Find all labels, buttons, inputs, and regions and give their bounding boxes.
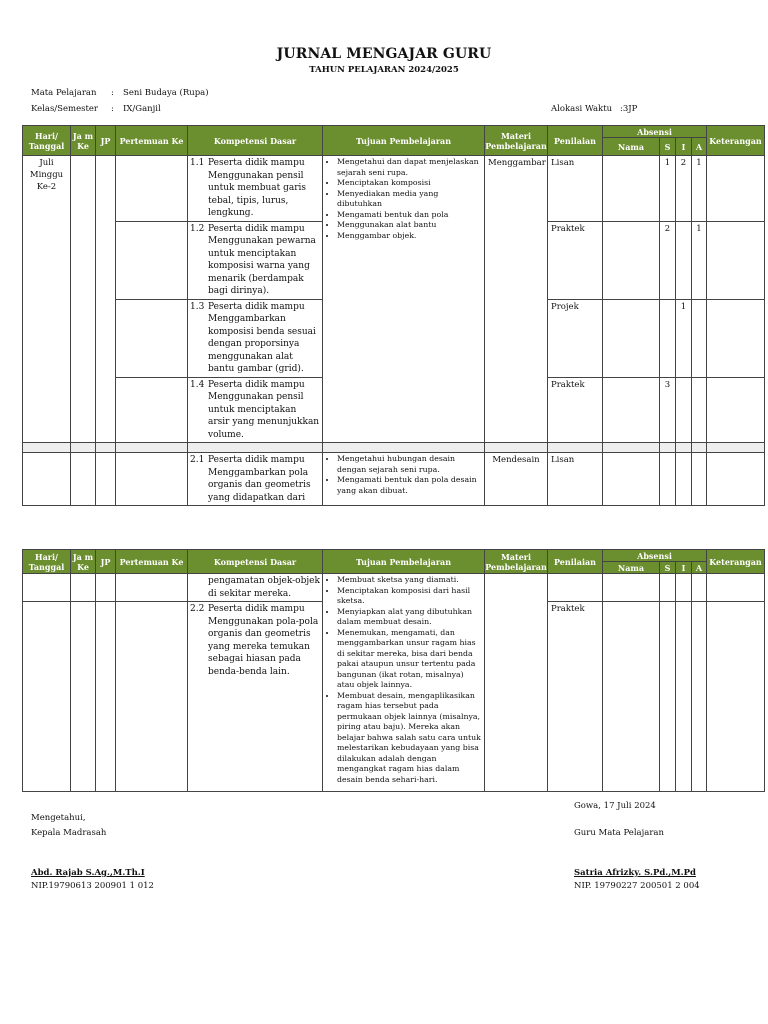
- table-row: [23, 574, 765, 602]
- separator-row: [23, 443, 765, 453]
- header-nama: Nama: [603, 562, 660, 574]
- absen-s: 1: [664, 158, 671, 168]
- materi-value: Mendesain: [492, 455, 540, 465]
- header-keterangan: Keterangan: [707, 550, 765, 574]
- absen-a: [692, 378, 706, 380]
- header-jam: Ja m Ke: [71, 550, 96, 574]
- absen-a: [692, 300, 706, 302]
- list-item: • Mengetahui dan dapat menjelaskan sejarah seni rupa.: [337, 157, 482, 178]
- header-s: S: [660, 138, 676, 156]
- header-jp: JP: [96, 126, 116, 156]
- list-item: • Menggambar objek.: [337, 231, 482, 242]
- kd-number: 1.1: [190, 158, 205, 168]
- absen-i: 2: [680, 158, 687, 168]
- tujuan-list: [323, 453, 484, 496]
- header-jam: Ja m Ke: [71, 126, 96, 156]
- alloc-label: Alokasi Waktu: [551, 104, 613, 114]
- header-tujuan: Tujuan Pembelajaran: [323, 550, 485, 574]
- absen-i: 1: [680, 301, 687, 312]
- document-subtitle: TAHUN PELAJARAN 2024/2025: [309, 65, 459, 75]
- teacher-nip: NIP. 19790227 200501 2 004: [574, 881, 700, 891]
- tujuan-list: [323, 574, 484, 785]
- list-item: • Menyediakan media yang dibutuhkan: [337, 189, 482, 210]
- alloc-value: :3JP: [620, 104, 638, 114]
- kd-number: 2.2: [190, 604, 205, 614]
- kd-text: Peserta didik mampu Menggambarkan komposisi benda sesuai dengan proporsinya menggunakan alat bantu gambar (grid).: [208, 301, 316, 374]
- class-separator: :: [111, 104, 114, 114]
- header-a: A: [692, 138, 707, 156]
- list-item: • Mengamati bentuk dan pola desain yang akan dibuat.: [337, 475, 482, 496]
- kd-text: Peserta didik mampu Menggambarkan pola organis dan geometris yang didapatkan dari: [208, 455, 311, 503]
- journal-table-2: [22, 549, 765, 792]
- header-i: I: [676, 562, 692, 574]
- header-materi: Materi Pembelajaran: [485, 126, 548, 156]
- absen-s: 2: [664, 223, 671, 234]
- journal-table-1: [22, 125, 765, 506]
- absen-a: 1: [696, 223, 702, 234]
- place-date: Gowa, 17 Juli 2024: [574, 801, 656, 811]
- header-i: I: [676, 138, 692, 156]
- header-hari: Hari/ Tanggal: [23, 126, 71, 156]
- list-item: • Mengamati bentuk dan pola: [337, 210, 482, 221]
- penilaian-value: Praktek: [551, 379, 585, 390]
- subject-label: Mata Pelajaran: [31, 88, 97, 98]
- tujuan-list: [323, 156, 484, 241]
- kd-number: 2.1: [190, 455, 205, 465]
- materi-value: Menggambar: [488, 158, 546, 168]
- table-row: [23, 156, 765, 222]
- list-item: • Menemukan, mengamati, dan menggambarkan unsur ragam hias di sekitar mereka, bisa dari benda pakai ataupun unsur tertentu pada bangunan (ikat rotan, misalnya) atau objek lainnya.: [337, 628, 482, 691]
- absen-s: [660, 300, 675, 302]
- teacher-name: Satria Afrizky. S.Pd.,M.Pd: [574, 868, 696, 878]
- list-item: • Menggunakan alat bantu: [337, 220, 482, 231]
- header-nama: Nama: [603, 138, 660, 156]
- document-title: JURNAL MENGAJAR GURU: [276, 46, 492, 62]
- header-materi: Materi Pembelajaran: [485, 551, 547, 572]
- list-item: • Menyiapkan alat yang dibutuhkan dalam membuat desain.: [337, 607, 482, 628]
- kd-text: Peserta didik mampu Menggunakan pensil untuk menciptakan arsir yang menunjukkan volume.: [208, 379, 320, 440]
- header-keterangan: Keterangan: [707, 126, 765, 156]
- header-pertemuan: Pertemuan Ke: [116, 550, 188, 574]
- header-absensi: Absensi: [603, 550, 707, 562]
- headmaster-name: Abd. Rajab S.Ag.,M.Th.I: [31, 868, 145, 878]
- list-item: • Menciptakan komposisi dari hasil sketsa.: [337, 586, 482, 607]
- header-pertemuan: Pertemuan Ke: [116, 126, 188, 156]
- header-s: S: [660, 562, 676, 574]
- subject-value: Seni Budaya (Rupa): [123, 88, 209, 98]
- header-a: A: [692, 562, 707, 574]
- class-label: Kelas/Semester: [31, 104, 98, 114]
- penilaian-value: Praktek: [551, 604, 585, 614]
- kd-text: Peserta didik mampu Menggunakan pola-pola organis dan geometris yang mereka temukan sebagai hiasan pada benda-benda lain.: [208, 604, 319, 677]
- header-kompetensi-dasar: Kompetensi Dasar: [188, 550, 323, 574]
- header-tujuan: Tujuan Pembelajaran: [323, 126, 485, 156]
- absen-s: 3: [664, 379, 671, 390]
- absen-a: 1: [696, 158, 702, 168]
- penilaian-value: Praktek: [551, 223, 585, 234]
- headmaster-nip: NIP.19790613 200901 1 012: [31, 881, 154, 891]
- kd-number: 1.4: [190, 379, 205, 390]
- kd-number: 1.2: [190, 223, 205, 234]
- penilaian-value: Lisan: [551, 158, 575, 168]
- kd-text: pengamatan objek-objek di sekitar mereka.: [208, 576, 320, 599]
- list-item: • Membuat sketsa yang diamati.: [337, 575, 482, 586]
- list-item: • Membuat desain, mengaplikasikan ragam hias tersebut pada permukaan objek lainnya (misalnya, piring atau baju). Mereka akan belajar bahwa salah satu cara untuk melestarikan kebudayaan yang bisa dilakukan adalah dengan mengangkat ragam hias dalam desain benda sehari-hari.: [337, 691, 482, 786]
- kd-text: Peserta didik mampu Menggunakan pewarna untuk menciptakan komposisi warna yang menarik (berdampak bagi dirinya).: [208, 223, 316, 296]
- absen-i: [676, 378, 691, 380]
- kd-number: 1.3: [190, 301, 205, 312]
- kd-text: Peserta didik mampu Menggunakan pensil untuk membuat garis tebal, tipis, lurus, lengkung.: [208, 158, 307, 218]
- teacher-role: Guru Mata Pelajaran: [574, 828, 664, 838]
- header-jp: JP: [96, 550, 116, 574]
- penilaian-value: Projek: [551, 301, 579, 312]
- header-absensi: Absensi: [603, 126, 707, 138]
- header-hari: Hari/ Tanggal: [23, 550, 71, 574]
- list-item: • Menciptakan komposisi: [337, 178, 482, 189]
- header-penilaian: Penilaian: [548, 126, 603, 156]
- absen-i: [676, 222, 691, 224]
- penilaian-value: Lisan: [551, 455, 575, 465]
- class-value: IX/Ganjil: [123, 104, 161, 114]
- header-penilaian: Penilaian: [548, 550, 603, 574]
- subject-separator: :: [111, 88, 114, 98]
- header-kompetensi-dasar: Kompetensi Dasar: [188, 126, 323, 156]
- acknowledged-label: Mengetahui,: [31, 813, 86, 823]
- headmaster-role: Kepala Madrasah: [31, 828, 107, 838]
- list-item: • Mengetahui hubungan desain dengan sejarah seni rupa.: [337, 454, 482, 475]
- hari-tanggal: Juli Minggu Ke-2: [29, 158, 64, 192]
- table-row: [23, 453, 765, 506]
